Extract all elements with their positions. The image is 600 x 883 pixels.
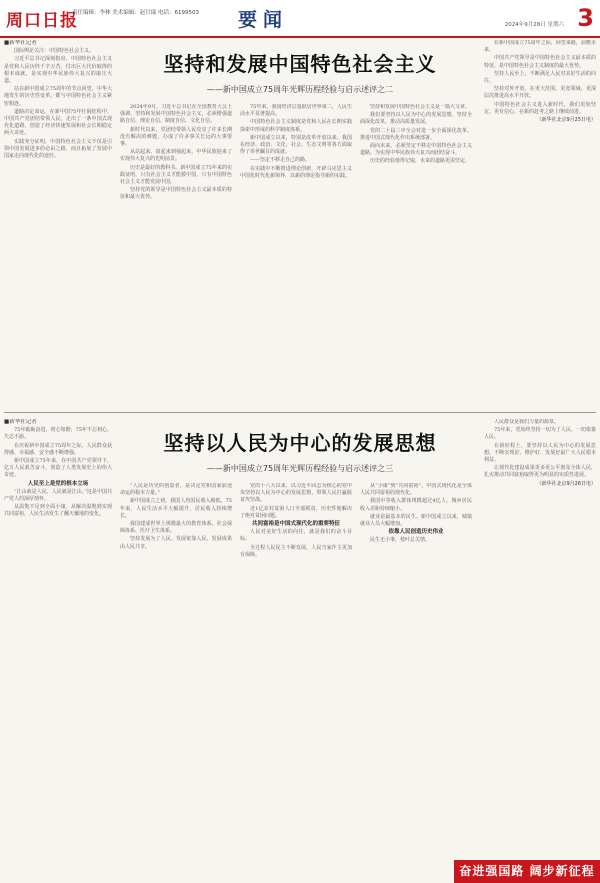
article-2-subhead-2: 共同富裕是中国式现代化的重要特征 <box>251 521 340 528</box>
section-title: 要闻 <box>238 9 289 31</box>
article-2-subtitle: ——新中国成立75周年光辉历程经验与启示述评之三 <box>206 464 394 473</box>
newspaper-logo: 周口日报 <box>6 11 78 31</box>
article-2-subhead-3: 依靠人民创造历史伟业 <box>388 529 444 536</box>
paragraph: 2024年9月，习近平总书记在全国教育大会上强调，坚持和发展中国特色社会主义，必须增强道路自信、理论自信、制度自信、文化自信。 <box>120 104 232 125</box>
article-2-column-2 <box>120 483 232 879</box>
paragraph: 习近平总书记深刻指出，中国特色社会主义是党和人民历经千辛万苦、付出巨大代价取得的根本成就，是实现中华民族伟大复兴的康庄大道。 <box>4 56 112 85</box>
paragraph: 在新征程上，要坚持以人民为中心的发展思想，不断实现好、维护好、发展好最广大人民根本利益。 <box>484 442 596 464</box>
article-2-column-3 <box>240 483 352 879</box>
paragraph: 让现代化建设成果更多更公平惠及全体人民，扎实推动共同富裕取得更为明显的实质性进展。 <box>484 465 596 479</box>
paragraph: 近1亿农村贫困人口全部脱贫，历史性地解决了绝对贫困问题。 <box>240 505 352 519</box>
article-2-subhead-1: 人民至上是党的根本立场 <box>27 480 89 487</box>
paragraph: 全过程人民民主不断发展，人民当家作主更加有保障。 <box>240 544 352 558</box>
article-2-title: 坚持以人民为中心的发展思想 <box>163 431 437 455</box>
article-1 <box>0 38 600 410</box>
paragraph: 党的十八大以来，以习近平同志为核心的党中央坚持以人民为中心的发展思想，带领人民打赢脱贫攻坚战。 <box>240 483 352 504</box>
paragraph: 在庆祝新中国成立75周年之际，人民群众获得感、幸福感、安全感不断增强。 <box>4 442 112 456</box>
paragraph: 国际舆论关注：中国特色社会主义。 <box>14 48 95 55</box>
issue-date: 2024年9月28日 星期六 <box>504 22 564 28</box>
paragraph: 75年砥砺奋进，初心如磐；75年不忘初心，矢志不渝。 <box>4 427 112 441</box>
article-2-column-1 <box>4 419 112 879</box>
paragraph: 历史是最好的教科书。新中国成立75年来的实践证明，只有社会主义才能救中国，只有中国特色社会主义才能发展中国。 <box>120 164 232 186</box>
paragraph: 75年来，党始终坚持一切为了人民、一切依靠人民。 <box>484 427 596 441</box>
paragraph: 人民群众是我们力量的源泉。 <box>494 419 560 425</box>
paragraph: 从“小康”到“共同富裕”，中国式现代化是全体人民共同富裕的现代化。 <box>360 483 472 497</box>
paragraph: 新时代以来，党团结带领人民攻克了许多长期没有解决的难题，办成了许多事关长远的大事要事。 <box>120 126 232 148</box>
article-2-tag: ■新华社记者 <box>4 419 37 425</box>
paragraph: 党的二十届三中全会对进一步全面深化改革、推进中国式现代化作出系统部署。 <box>360 127 472 141</box>
article-1-column-5 <box>484 40 596 408</box>
paragraph: 坚持对外开放，在更大范围、更宽领域、更深层次推进高水平开放。 <box>484 86 596 100</box>
editor-info: 责任编辑：李林 美术编辑：赵甘瑞 电话：6199503 <box>72 10 199 16</box>
paragraph: 站在新中国成立75周年的节点回望，中华大地发生的历史性变革，都与中国特色社会主义紧密相连。 <box>4 86 112 107</box>
paragraph: 新中国成立以来，特别是改革开放以来，我国在经济、政治、文化、社会、生态文明等各方面取得了举世瞩目的成就。 <box>240 134 352 156</box>
article-1-column-1 <box>4 40 112 408</box>
paragraph: 我国建成世界上规模最大的教育体系、社会保障体系、医疗卫生体系。 <box>120 521 232 535</box>
paragraph: 就业是最基本的民生。新中国成立以来，城镇就业人员大幅增加。 <box>360 513 472 528</box>
article-2-column-5 <box>484 419 596 855</box>
page-number: 3 <box>577 4 594 32</box>
paragraph: 在实践中不断推进理论创新，开辟马克思主义中国化时代化新境界，以新的理论指导新的实践。 <box>240 165 352 179</box>
paragraph: “人民是历史的创造者，是决定党和国家前途命运的根本力量。” <box>120 483 232 497</box>
article-2-credit: （新华社北京9月26日电） <box>536 480 596 487</box>
paragraph: “江山就是人民，人民就是江山。”这是中国共产党人的深厚情怀。 <box>4 488 112 503</box>
paragraph: 我们要坚持以人民为中心的发展思想，坚持全面深化改革，推动高质量发展。 <box>360 112 472 126</box>
paragraph: 中国共产党领导是中国特色社会主义最本质的特征，是中国特色社会主义制度的最大优势。 <box>484 55 596 69</box>
article-1-tag: ■新华社记者 <box>4 40 37 46</box>
article-1-title: 坚持和发展中国特色社会主义 <box>163 52 437 76</box>
paragraph: 我国中等收入群体规模超过4亿人，城乡居民收入差距持续缩小。 <box>360 498 472 512</box>
article-1-column-4 <box>360 104 472 404</box>
paragraph: 面向未来，必须坚定不移走中国特色社会主义道路，为实现中华民族伟大复兴而团结奋斗。 <box>360 143 472 157</box>
paragraph: ——坚定不移走自己的路。 <box>250 157 311 164</box>
paragraph: 坚持党的领导是中国特色社会主义最本质的特征和最大优势。 <box>120 187 232 201</box>
paragraph: 坚持和发展中国特色社会主义是一篇大文章。 <box>370 104 471 110</box>
paragraph: 从温饱不足到全面小康，从解决温饱到实现共同富裕，人民生活发生了翻天覆地的变化。 <box>4 504 112 518</box>
paragraph: 新中国成立75年来，在中国共产党领导下，亿万人民艰苦奋斗，创造了人类发展史上的伟大奇迹。 <box>4 458 112 479</box>
paragraph: 民生无小事，枝叶总关情。 <box>370 537 431 544</box>
paragraph: 中国特色社会主义进入新时代，我们更加坚定、更有信心，在新的赶考之路上继续前进。 <box>484 101 596 115</box>
paragraph: 从站起来、富起来到强起来，中华民族迎来了实现伟大复兴的光明前景。 <box>120 149 232 163</box>
paragraph: 坚持发展为了人民、发展依靠人民、发展成果由人民共享。 <box>120 536 232 550</box>
article-2-column-4 <box>360 483 472 879</box>
article-1-credit: （新华社北京9月25日电） <box>536 117 596 124</box>
paragraph: 实践充分证明，中国特色社会主义不仅是引领中国发展进步的必由之路，而且拓展了发展中国家走向现代化的途径。 <box>4 138 112 160</box>
article-1-subtitle: ——新中国成立75周年光辉历程经验与启示述评之二 <box>206 85 394 94</box>
paragraph: 历史的经验值得记取，未来的道路更需坚定。 <box>370 158 471 165</box>
article-2 <box>0 417 600 883</box>
paragraph: 75年来，我国经济总量跃居世界第二，人民生活水平显著提高。 <box>240 104 352 118</box>
paragraph: 中国特色社会主义制度是党和人民在长期实践探索中形成的科学制度体系。 <box>240 119 352 133</box>
paragraph: 坚持人民至上，不断满足人民对美好生活的向往。 <box>484 70 596 85</box>
campaign-banner: 奋进强国路 阔步新征程 <box>454 860 600 883</box>
paragraph: 人民对美好生活的向往，就是我们的奋斗目标。 <box>240 529 352 543</box>
article-1-column-2 <box>120 104 232 404</box>
page-header <box>0 0 600 38</box>
article-1-column-3 <box>240 104 352 404</box>
paragraph: 道路决定命运。在新中国75年壮阔征程中，中国共产党团结带领人民，走出了一条中国式现代化道路，创造了经济快速发展和社会长期稳定两大奇迹。 <box>4 108 112 137</box>
article-divider <box>4 412 596 413</box>
paragraph: 新中国成立之初，我国人均国民收入极低。75年来，人民生活水平大幅提升，居民收入持续增长。 <box>120 498 232 519</box>
paragraph: 在新中国成立75周年之际，回望来路，前瞻未来。 <box>484 40 596 54</box>
